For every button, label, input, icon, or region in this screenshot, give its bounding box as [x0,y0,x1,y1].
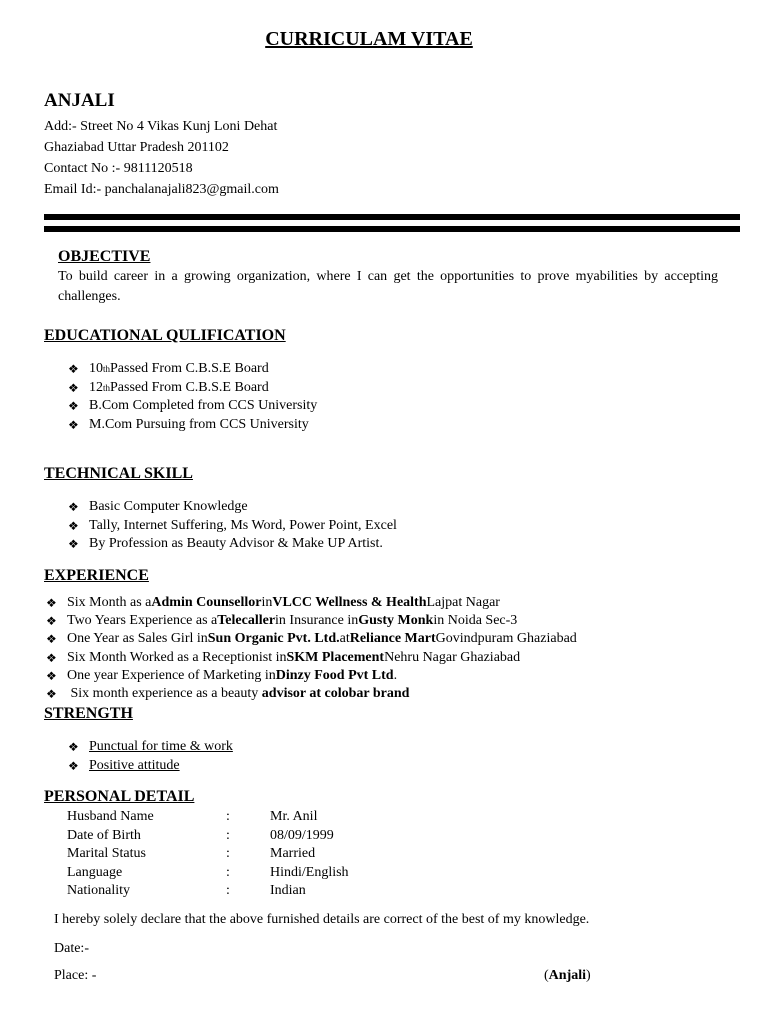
field-separator: : [226,809,230,825]
diamond-bullet-icon: ❖ [68,500,79,514]
contact-block [44,116,279,200]
field-separator: : [226,827,230,843]
technical-skill-heading: TECHNICAL SKILL [44,465,193,482]
list-item: ❖ Punctual for time & work [68,738,233,757]
experience-heading: EXPERIENCE [44,567,149,584]
table-row [67,808,349,827]
table-row [67,827,349,846]
education-list [68,360,317,434]
contact-number: Contact No :- 9811120518 [44,161,193,176]
table-row [67,864,349,883]
date-label: Date:- [54,941,89,956]
diamond-bullet-icon: ❖ [46,596,57,610]
place-label: Place: - [54,968,97,983]
signature-name: (Anjali) [544,968,591,983]
list-item: ❖ Six month experience as a beauty advisor at colobar brand [46,685,577,703]
objective-heading: OBJECTIVE [58,248,151,265]
field-value: Indian [270,883,306,899]
diamond-bullet-icon: ❖ [68,518,79,533]
address-line-2: Ghaziabad Uttar Pradesh 201102 [44,140,229,155]
strength-heading: STRENGTH [44,705,133,722]
table-row [67,845,349,864]
diamond-bullet-icon: ❖ [46,668,57,683]
list-item: ❖ M.Com Pursuing from CCS University [68,416,317,435]
list-item: ❖ Tally, Internet Suffering, Ms Word, Power Point, Excel [68,517,397,536]
field-label: Nationality [67,883,130,899]
personal-detail-table [67,808,349,901]
field-label: Husband Name [67,809,154,825]
email-address: Email Id:- panchalanajali823@gmail.com [44,182,279,197]
list-item: ❖ Basic Computer Knowledge [68,498,397,517]
list-item: ❖ Six Month Worked as a Receptionist in SKM Placement Nehru Nagar Ghaziabad [46,649,577,667]
diamond-bullet-icon: ❖ [68,417,79,432]
list-item: ❖ B.Com Completed from CCS University [68,397,317,416]
education-heading: EDUCATIONAL QULIFICATION [44,327,286,344]
divider-rule-top [44,214,740,220]
diamond-bullet-icon: ❖ [68,537,79,551]
diamond-bullet-icon: ❖ [68,399,79,413]
list-item: ❖ Two Years Experience as a Telecaller in Insurance in Gusty Monk in Noida Sec-3 [46,612,577,630]
field-separator: : [226,864,230,880]
list-item: ❖ 12 th Passed From C.B.S.E Board [68,379,317,398]
experience-list [46,594,577,703]
technical-skill-list [68,498,397,554]
field-separator: : [226,883,230,899]
document-title: CURRICULAM VITAE [265,28,473,50]
personal-detail-heading: PERSONAL DETAIL [44,788,195,805]
strength-list [68,738,233,775]
diamond-bullet-icon: ❖ [68,362,79,376]
diamond-bullet-icon: ❖ [46,632,57,647]
diamond-bullet-icon: ❖ [46,687,57,702]
diamond-bullet-icon: ❖ [68,380,79,395]
table-row [67,882,349,901]
field-value: Mr. Anil [270,809,318,825]
diamond-bullet-icon: ❖ [68,758,79,773]
field-value: Married [270,846,316,862]
diamond-bullet-icon: ❖ [68,740,79,754]
list-item: ❖ One Year as Sales Girl in Sun Organic Pvt. Ltd. at Reliance Mart Govindpuram Ghaziabad [46,630,577,648]
candidate-name: ANJALI [44,90,115,111]
list-item: ❖ One year Experience of Marketing in Dinzy Food Pvt Ltd . [46,667,577,685]
field-label: Language [67,864,123,880]
field-label: Marital Status [67,846,146,862]
field-value: 08/09/1999 [270,827,334,843]
diamond-bullet-icon: ❖ [46,650,57,665]
field-separator: : [226,846,230,862]
list-item: ❖ By Profession as Beauty Advisor & Make UP Artist. [68,535,397,554]
objective-text: To build career in a growing organization, where I can get the opportunities to prove myabilities by accepting challenges. [58,269,718,304]
list-item: ❖ 10 th Passed From C.B.S.E Board [68,360,317,379]
list-item: ❖ Positive attitude [68,757,233,776]
declaration-text: I hereby solely declare that the above furnished details are correct of the best of my knowledge. [54,912,590,927]
address-line-1: Add:- Street No 4 Vikas Kunj Loni Dehat [44,119,278,134]
list-item: ❖ Six Month as a Admin Counsellor in VLCC Wellness & Health Lajpat Nagar [46,594,577,612]
field-value: Hindi/English [270,864,349,880]
divider-rule-bottom [44,226,740,232]
field-label: Date of Birth [67,827,141,843]
diamond-bullet-icon: ❖ [46,614,57,629]
